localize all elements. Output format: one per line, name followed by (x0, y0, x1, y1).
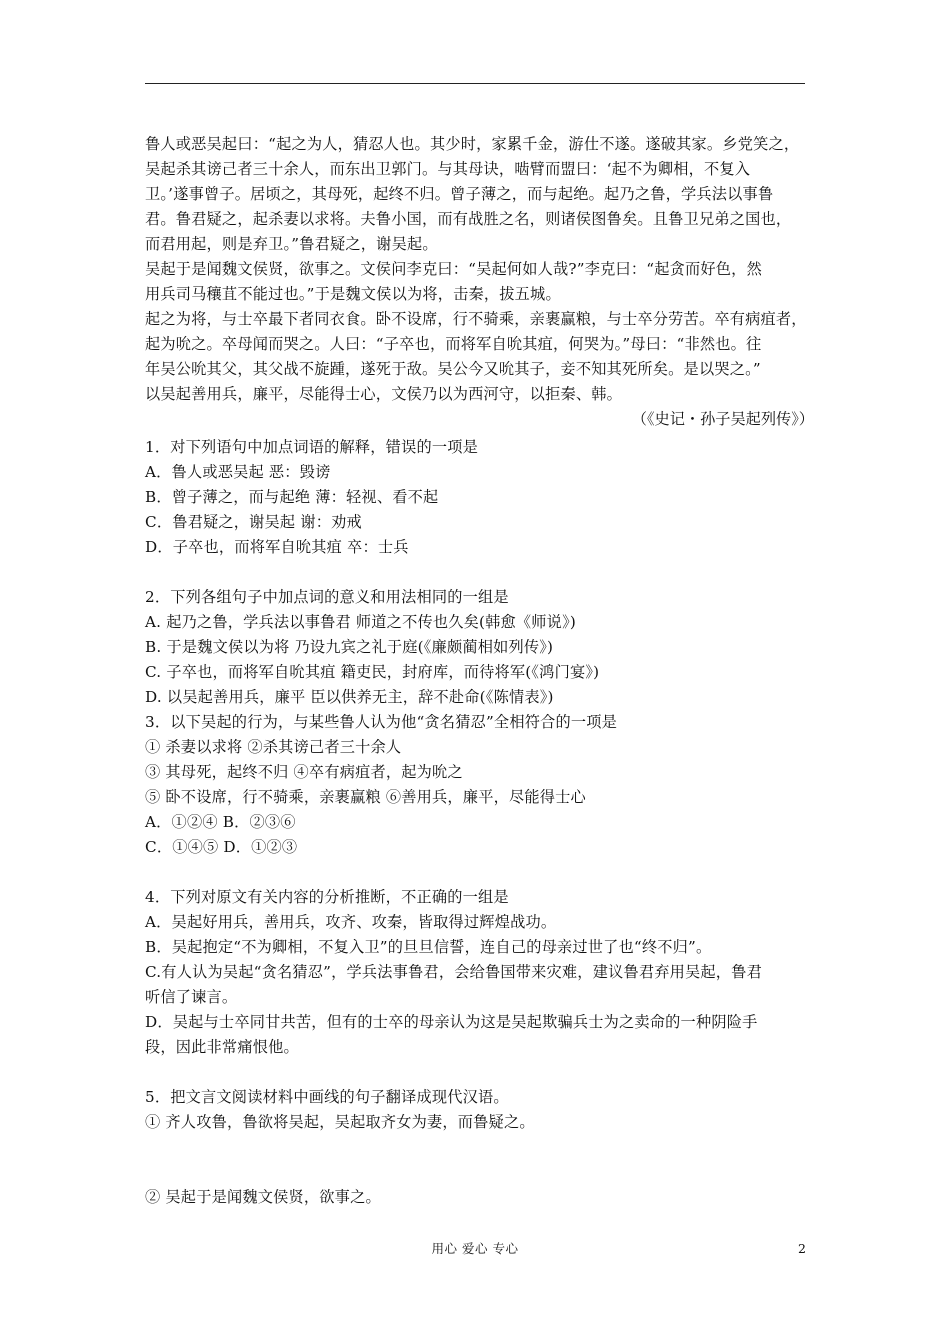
source-citation: （《史记・孙子吴起列传》） (631, 410, 814, 428)
passage-line: 起之为将，与士卒最下者同衣食。卧不设席，行不骑乘，亲裹赢粮，与士卒分劳苦。卒有病疽者， (145, 310, 807, 328)
question-item: ① 杀妻以求将 ②杀其谤己者三十余人 (145, 738, 402, 756)
question-option-continued: 听信了谏言。 (145, 988, 238, 1006)
question-item: ⑤ 卧不设席，行不骑乘，亲裹赢粮 ⑥善用兵，廉平，尽能得士心 (145, 788, 586, 806)
question-option: D．吴起与士卒同甘共苦，但有的士卒的母亲认为这是吴起欺骗兵士为之卖命的一种阴险手 (145, 1013, 758, 1031)
question-option: C. 子卒也，而将军自吮其疽 籍吏民，封府库，而待将军(《鸿门宴》) (145, 663, 600, 681)
passage-line: 卫。’遂事曾子。居顷之，其母死，起终不归。曾子薄之，而与起绝。起乃之鲁，学兵法以事鲁 (145, 185, 774, 203)
passage-line: 吴起杀其谤己者三十余人，而东出卫郭门。与其母诀，啮臂而盟曰：‘起不为卿相，不复入 (145, 160, 751, 178)
question-option: A. 起乃之鲁，学兵法以事鲁君 师道之不传也久矣(韩愈《师说》) (145, 613, 576, 631)
question-option: C．鲁君疑之，谢吴起 谢：劝戒 (145, 513, 362, 531)
passage-line: 起为吮之。卒母闻而哭之。人曰：“子卒也，而将军自吮其疽，何哭为。”母曰：“非然也。往 (145, 335, 762, 353)
footer-slogan: 用心 爱心 专心 (431, 1241, 519, 1256)
header-rule (145, 83, 805, 84)
question-option: A．①②④ B．②③⑥ (145, 813, 296, 831)
question-item: ③ 其母死，起终不归 ④卒有病疽者，起为吮之 (145, 763, 463, 781)
question-4-stem: 4．下列对原文有关内容的分析推断，不正确的一组是 (145, 888, 509, 906)
question-option: A．鲁人或恶吴起 恶：毁谤 (145, 463, 331, 481)
question-option: B．曾子薄之，而与起绝 薄：轻视、看不起 (145, 488, 439, 506)
passage-line: 年吴公吮其父，其父战不旋踵，遂死于敌。吴公今又吮其子，妾不知其死所矣。是以哭之。” (145, 360, 761, 378)
translation-item: ① 齐人攻鲁，鲁欲将吴起，吴起取齐女为妻，而鲁疑之。 (145, 1113, 535, 1131)
passage-line: 用兵司马穰苴不能过也。”于是魏文侯以为将，击秦，拔五城。 (145, 285, 561, 303)
passage-line: 鲁人或恶吴起曰：“起之为人，猜忍人也。其少时，家累千金，游仕不遂。遂破其家。乡党笑之， (145, 135, 800, 153)
question-3-stem: 3．以下吴起的行为，与某些鲁人认为他“贪名猜忍”全相符合的一项是 (145, 713, 618, 731)
page-number: 2 (798, 1241, 806, 1256)
passage-line: 而君用起，则是弃卫。”鲁君疑之，谢吴起。 (145, 235, 438, 253)
question-option: B. 于是魏文侯以为将 乃设九宾之礼于庭(《廉颇蔺相如列传》) (145, 638, 554, 656)
question-1-stem: 1．对下列语句中加点词语的解释，错误的一项是 (145, 438, 479, 456)
passage-line: 以吴起善用兵，廉平，尽能得士心，文侯乃以为西河守，以拒秦、韩。 (145, 385, 623, 403)
question-option: C.有人认为吴起“贪名猜忍”，学兵法事鲁君，会给鲁国带来灾难，建议鲁君弃用吴起，鲁君 (145, 963, 762, 981)
translation-item: ② 吴起于是闻魏文侯贤，欲事之。 (145, 1188, 381, 1206)
question-5-stem: 5．把文言文阅读材料中画线的句子翻译成现代汉语。 (145, 1088, 509, 1106)
question-option: D. 以吴起善用兵，廉平 臣以供养无主，辞不赴命(《陈情表》) (145, 688, 554, 706)
question-option: A．吴起好用兵，善用兵，攻齐、攻秦，皆取得过辉煌战功。 (145, 913, 557, 931)
question-option-continued: 段，因此非常痛恨他。 (145, 1038, 299, 1056)
question-2-stem: 2．下列各组句子中加点词的意义和用法相同的一组是 (145, 588, 509, 606)
question-option: D．子卒也，而将军自吮其疽 卒：士兵 (145, 538, 409, 556)
question-option: C．①④⑤ D．①②③ (145, 838, 298, 856)
passage-line: 吴起于是闻魏文侯贤，欲事之。文侯问李克曰：“吴起何如人哉?”李克曰：“起贪而好色，然 (145, 260, 762, 278)
question-option: B．吴起抱定“不为卿相，不复入卫”的旦旦信誓，连自己的母亲过世了也“终不归”。 (145, 938, 712, 956)
passage-line: 君。鲁君疑之，起杀妻以求将。夫鲁小国，而有战胜之名，则诸侯图鲁矣。且鲁卫兄弟之国也， (145, 210, 792, 228)
